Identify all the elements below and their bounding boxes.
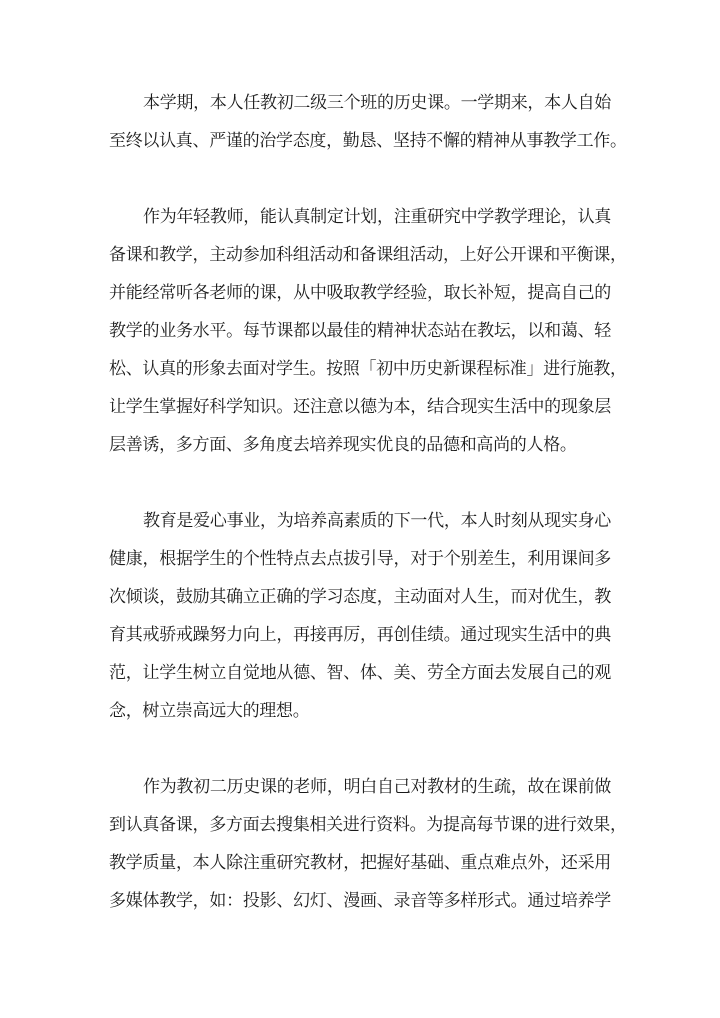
text-line: 次倾谈，鼓励其确立正确的学习态度，主动面对人生，而对优生，教 <box>109 587 611 607</box>
text-line: 本学期，本人任教初二级三个班的历史课。一学期来，本人自始 <box>143 93 611 113</box>
paragraph-1 <box>109 84 627 160</box>
document-page <box>109 84 627 958</box>
text-line: 教学的业务水平。每节课都以最佳的精神状态站在教坛，以和蔼、轻 <box>109 321 611 341</box>
paragraph-2 <box>109 198 627 464</box>
text-line: 教学质量，本人除注重研究教材，把握好基础、重点难点外，还采用 <box>109 853 611 873</box>
text-line: 育其戒骄戒躁努力向上，再接再厉，再创佳绩。通过现实生活中的典 <box>109 625 611 645</box>
text-line: 至终以认真、严谨的治学态度，勤恳、坚持不懈的精神从事教学工作。 <box>109 131 627 151</box>
text-line: 范，让学生树立自觉地从德、智、体、美、劳全方面去发展自己的观 <box>109 663 611 683</box>
text-line: 作为年轻教师，能认真制定计划，注重研究中学教学理论，认真 <box>143 207 611 227</box>
text-line: 作为教初二历史课的老师，明白自己对教材的生疏，故在课前做 <box>143 777 611 797</box>
text-line: 教育是爱心事业，为培养高素质的下一代，本人时刻从现实身心 <box>143 511 611 531</box>
text-line: 松、认真的形象去面对学生。按照「初中历史新课程标准」进行施教， <box>109 359 627 379</box>
paragraph-3 <box>109 502 611 730</box>
text-line: 健康，根据学生的个性特点去点拔引导，对于个别差生，利用课间多 <box>109 549 611 569</box>
text-line: 备课和教学，主动参加科组活动和备课组活动，上好公开课和平衡课， <box>109 245 627 265</box>
text-line: 并能经常听各老师的课，从中吸取教学经验，取长补短，提高自己的 <box>109 283 611 303</box>
text-line: 念，树立崇高远大的理想。 <box>109 701 310 721</box>
text-line: 层善诱，多方面、多角度去培养现实优良的品德和高尚的人格。 <box>109 435 577 455</box>
text-line: 到认真备课，多方面去搜集相关进行资料。为提高每节课的进行效果， <box>109 815 627 835</box>
text-line: 让学生掌握好科学知识。还注意以德为本，结合现实生活中的现象层 <box>109 397 611 417</box>
paragraph-4 <box>109 768 627 920</box>
text-line: 多媒体教学，如：投影、幻灯、漫画、录音等多样形式。通过培养学 <box>109 891 611 911</box>
